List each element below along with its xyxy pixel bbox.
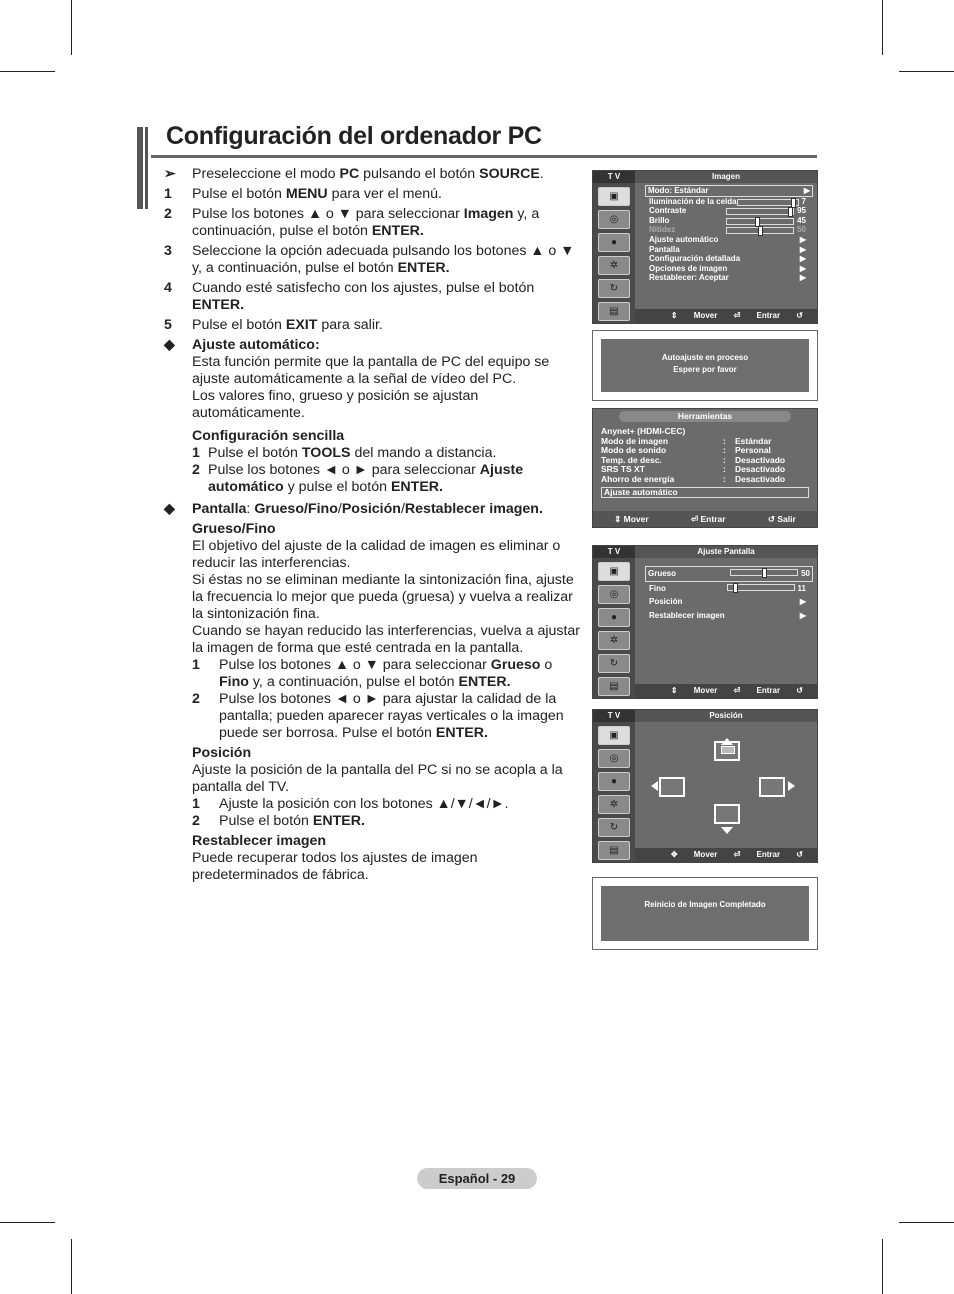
chevron-right-icon: ▶ — [799, 597, 806, 606]
auto-heading: Ajuste automático: — [192, 337, 320, 353]
down-arrow-icon[interactable] — [721, 827, 733, 834]
picture-icon[interactable]: ▣ — [598, 562, 630, 581]
menu-list — [637, 185, 815, 283]
screen-title: Imagen — [635, 171, 817, 183]
page-title: Configuración del ordenador PC — [166, 122, 542, 150]
crop-mark — [71, 0, 72, 55]
menu-item[interactable] — [637, 609, 815, 623]
menu-item-label: Ajuste automático — [649, 234, 719, 244]
menu-item-label: Brillo — [649, 215, 670, 225]
tools-item-colon: : — [723, 435, 726, 446]
tools-item-label: Modo de imagen — [601, 435, 669, 446]
screen-footer — [635, 848, 817, 873]
menu-item[interactable] — [645, 566, 813, 582]
input-icon[interactable]: ↻ — [598, 818, 630, 837]
menu-item-value: 11 — [797, 583, 806, 593]
application-icon[interactable]: ▤ — [598, 677, 630, 696]
slider-bar — [726, 208, 794, 215]
tools-item[interactable]: Anynet+ (HDMI-CEC) — [601, 426, 686, 436]
crop-mark — [0, 71, 55, 72]
simple-step-1: 1 Pulse el botón TOOLS del mando a distancia. — [192, 445, 497, 461]
menu-item-label: Restablecer imagen — [649, 610, 725, 620]
gf-step-1: 1 Pulse los botones ▲ o ▼ para seleccionar Grueso o Fino y, a continuación, pulse el botón ENTER. — [192, 657, 553, 690]
menu-item-label: Opciones de imagen — [649, 263, 728, 273]
chevron-right-icon: ▶ — [799, 244, 806, 254]
tools-item-value: Desactivado — [735, 473, 786, 484]
input-icon[interactable]: ↻ — [598, 279, 630, 298]
screen-title: Ajuste Pantalla — [635, 546, 817, 558]
slider-knob — [788, 207, 793, 217]
menu-item[interactable] — [637, 582, 815, 596]
step-1: 1 Pulse el botón MENU para ver el menú. — [164, 186, 443, 202]
crop-mark — [882, 0, 883, 55]
simple-step-2: 2 Pulse los botones ◄ o ► para seleccionar Ajuste automático y pulse el botón ENTER. — [192, 462, 524, 495]
enter-hint: ⏎ Entrar — [733, 311, 781, 320]
menu-item-label: Contraste — [649, 206, 687, 216]
enter-hint: ⏎ Entrar — [733, 850, 781, 859]
sound-icon[interactable]: ◎ — [598, 585, 630, 604]
auto-section: ◆ Ajuste automático: Esta función permite que la pantalla de PC del equipo se ajuste automáticamente a la señal de vídeo del PC. Los valores fino, grueso y posición se ajustan automáticamente. Configuración sencilla — [164, 337, 550, 444]
tools-item-label: Modo de sonido — [601, 445, 667, 456]
gf-heading: Grueso/Fino — [192, 521, 276, 537]
input-icon[interactable]: ↻ — [598, 654, 630, 673]
menu-item-value: : Aceptar — [694, 273, 729, 283]
pos-section: Posición Ajuste la posición de la pantalla del PC si no se acopla a la pantalla del TV. — [192, 745, 563, 795]
instructions — [164, 166, 584, 884]
menu-item-value: 50 — [797, 225, 806, 235]
menu-item-value: 50 — [801, 569, 810, 578]
diamond-icon: ◆ — [164, 337, 175, 353]
tv-label: T V — [593, 710, 635, 722]
tools-item[interactable] — [601, 475, 809, 485]
menu-item-value: 95 — [797, 206, 806, 216]
enter-hint: ⏎ Entrar — [733, 686, 781, 695]
tools-item-label: Temp. de desc. — [601, 454, 662, 465]
channel-icon[interactable]: ● — [598, 233, 630, 252]
step-pre: ➢ Preseleccione el modo PC pulsando el botón SOURCE. — [164, 166, 544, 182]
tools-item-value: Desactivado — [735, 454, 786, 465]
position-box-right — [759, 777, 785, 797]
menu-item[interactable] — [637, 225, 815, 235]
menu-item-label: Restablecer — [649, 273, 695, 283]
menu-item-value: 7 — [801, 196, 806, 206]
crop-mark — [899, 1222, 954, 1223]
move-hint: ⇕ Mover — [670, 686, 718, 695]
menu-item-label: Configuración detallada — [649, 254, 741, 264]
chevron-right-icon: ▶ — [799, 234, 806, 244]
chevron-right-icon: ▶ — [799, 610, 806, 620]
screen-footer — [635, 309, 817, 323]
step-4: 4 Cuando esté satisfecho con los ajustes, pulse el botón ENTER. — [164, 280, 535, 313]
slider-knob — [755, 217, 760, 227]
tools-item-colon: : — [723, 473, 726, 484]
menu-item[interactable] — [637, 264, 815, 274]
screen-footer — [635, 684, 817, 709]
crop-mark — [0, 1222, 55, 1223]
tools-menu — [592, 408, 818, 528]
slider-knob — [733, 583, 738, 593]
picture-icon[interactable]: ▣ — [598, 726, 630, 745]
crop-mark — [882, 1239, 883, 1294]
menu-item[interactable] — [637, 245, 815, 255]
screen-posicion — [592, 709, 818, 873]
menu-item-label: Pantalla — [649, 244, 680, 254]
popup-line: Reinicio de Imagen Completado — [644, 900, 766, 909]
chevron-right-icon: ▶ — [803, 186, 810, 195]
left-arrow-icon[interactable] — [651, 781, 658, 791]
menu-item[interactable] — [637, 595, 815, 609]
tools-item-label: Ahorro de energía — [601, 473, 675, 484]
tv-label: T V — [593, 546, 635, 558]
setup-icon[interactable]: ✲ — [598, 631, 630, 650]
slider-knob — [791, 198, 796, 208]
chevron-right-icon: ▶ — [799, 273, 806, 283]
tools-item-label: SRS TS XT — [601, 464, 645, 475]
move-hint: ✥ Mover — [670, 850, 718, 859]
menu-item-label: Nitidez — [649, 225, 676, 235]
pantalla-section: ◆ Pantalla: Grueso/Fino/Posición/Restablecer imagen. Grueso/Fino El objetivo del ajuste de la calidad de imagen es eliminar o reducir las interferencias. Si éstas no se eliminan mediante la sintonización fina, ajuste la frecuencia lo mejor que pueda (gruesa) y vuelva a realizar la sintonización fina. Cuando se hayan reducido las interferencias, vuelva a ajustar la imagen de forma que esté centrada en la pantalla. — [164, 501, 581, 656]
return-hint: ↺ Volver — [779, 850, 803, 873]
menu-item[interactable] — [637, 254, 815, 264]
arrow-icon: ➢ — [164, 166, 176, 182]
page-number: Español - 29 — [417, 1168, 537, 1189]
right-arrow-icon[interactable] — [788, 781, 795, 791]
reset-section: Restablecer imagen Puede recuperar todos los ajustes de imagen predeterminados de fábrica. — [192, 833, 478, 883]
channel-icon[interactable]: ● — [598, 772, 630, 791]
chevron-right-icon: ▶ — [799, 263, 806, 273]
tools-item-colon: : — [723, 454, 726, 465]
tools-item-value: Estándar — [735, 435, 772, 446]
menu-item-value: : Estándar — [669, 186, 709, 195]
application-icon[interactable]: ▤ — [598, 302, 630, 321]
menu-sidebar — [593, 722, 635, 862]
title-rule — [151, 155, 817, 158]
position-diagram — [637, 724, 815, 846]
tools-footer — [593, 511, 817, 527]
chevron-right-icon: ▶ — [799, 254, 806, 264]
tools-item-value: Desactivado — [735, 464, 786, 475]
diamond-icon: ◆ — [164, 501, 175, 517]
tv-label: T V — [593, 171, 635, 183]
step-2: 2 Pulse los botones ▲ o ▼ para seleccionar Imagen y, a continuación, pulse el botón ENTER. — [164, 206, 540, 239]
slider-bar — [727, 584, 795, 591]
menu-item[interactable] — [637, 235, 815, 245]
step-5: 5 Pulse el botón EXIT para salir. — [164, 317, 383, 333]
return-hint: ↺ — [796, 311, 803, 320]
pos-step-1: 1 Ajuste la posición con los botones ▲/▼/◄/►. — [192, 796, 509, 812]
simple-heading: Configuración sencilla — [192, 428, 345, 444]
slider-bar — [726, 227, 794, 234]
menu-sidebar — [593, 558, 635, 698]
menu-item[interactable] — [637, 273, 815, 283]
screen-imagen — [592, 170, 818, 324]
menu-item-label: Iluminación de la celda — [649, 196, 737, 206]
menu-item[interactable] — [637, 216, 815, 226]
slider-bar — [730, 569, 798, 576]
channel-icon[interactable]: ● — [598, 608, 630, 627]
popup-line: Autoajuste en proceso — [661, 353, 749, 362]
menu-item[interactable] — [645, 185, 813, 197]
application-icon[interactable]: ▤ — [598, 841, 630, 860]
slider-knob — [758, 226, 763, 236]
menu-item[interactable] — [637, 197, 815, 207]
menu-list — [637, 566, 815, 622]
menu-item-value: 45 — [797, 215, 806, 225]
pos-step-2: 2 Pulse el botón ENTER. — [192, 813, 365, 829]
enter-hint: ⏎ Entrar — [691, 514, 726, 524]
exit-hint: ↺ Salir — [767, 514, 796, 524]
position-box-down — [714, 804, 740, 824]
gf-step-2: 2 Pulse los botones ◄ o ► para ajustar la calidad de la pantalla; pueden aparecer rayas verticales o la imagen puede ser borrosa. Pulse el botón ENTER. — [192, 691, 564, 741]
tools-title: Herramientas — [619, 411, 791, 422]
tools-item-selected[interactable]: Ajuste automático — [601, 487, 809, 499]
step-3: 3 Seleccione la opción adecuada pulsando los botones ▲ o ▼ y, a continuación, pulse el botón ENTER. — [164, 243, 575, 276]
picture-icon[interactable]: ▣ — [598, 187, 630, 206]
position-box-left — [659, 777, 685, 797]
screen-title: Posición — [635, 710, 817, 722]
slider-bar — [737, 199, 799, 206]
screen-ajuste — [592, 545, 818, 709]
sound-icon[interactable]: ◎ — [598, 210, 630, 229]
menu-sidebar — [593, 183, 635, 323]
menu-item-label: Modo — [648, 186, 670, 195]
popup-line: Espere por favor — [673, 365, 737, 374]
screen-shape — [721, 746, 735, 754]
return-hint: ↺ Volver — [779, 686, 803, 709]
tools-item-colon: : — [723, 464, 726, 475]
crop-mark — [899, 71, 954, 72]
slider-knob — [762, 568, 767, 578]
menu-item-label: Fino — [649, 583, 666, 593]
sound-icon[interactable]: ◎ — [598, 749, 630, 768]
menu-item-label: Grueso — [648, 569, 677, 578]
slider-bar — [726, 218, 794, 225]
up-arrow-icon[interactable] — [721, 738, 733, 745]
crop-mark — [71, 1239, 72, 1294]
tools-item-value: Personal — [735, 445, 771, 456]
menu-item-label: Posición — [649, 597, 683, 606]
menu-item[interactable] — [637, 206, 815, 216]
tools-item-colon: : — [723, 445, 726, 456]
setup-icon[interactable]: ✲ — [598, 256, 630, 275]
move-hint: ⇕ Mover — [670, 311, 718, 320]
move-hint: ⇕ Mover — [614, 514, 649, 524]
popup-reset — [592, 877, 818, 950]
setup-icon[interactable]: ✲ — [598, 795, 630, 814]
popup-autoadjust — [592, 330, 818, 401]
